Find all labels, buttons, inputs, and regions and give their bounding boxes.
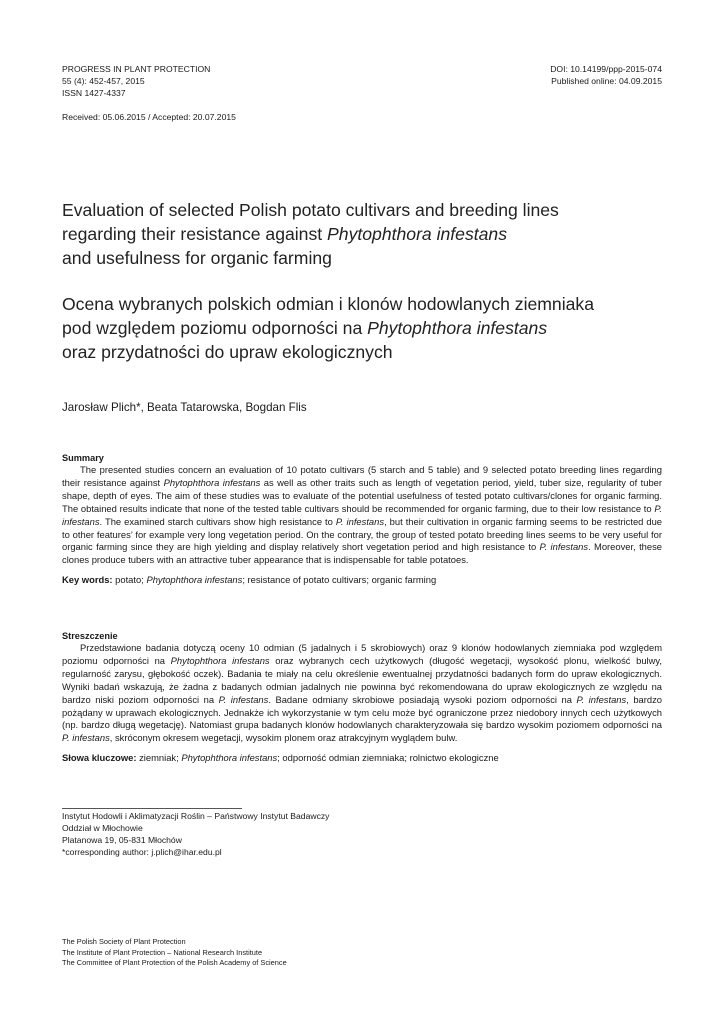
footer-publishers [62, 937, 287, 969]
title-polish [62, 292, 662, 364]
affiliation [62, 810, 329, 858]
keywords-label: Key words: [62, 574, 113, 586]
summary-section [62, 452, 662, 587]
title-en-line3: and usefulness for organic farming [62, 248, 332, 268]
slowa-label: Słowa kluczowe: [62, 752, 137, 764]
title-english [62, 198, 662, 270]
affiliation-branch: Oddział w Młochowie [62, 823, 143, 833]
journal-header [62, 63, 210, 99]
authors: Jarosław Plich*, Beata Tatarowska, Bogdan Flis [62, 401, 307, 414]
affiliation-address: Platanowa 19, 05-831 Młochów [62, 835, 182, 845]
footnote-rule [62, 808, 242, 809]
journal-issn: ISSN 1427-4337 [62, 88, 126, 98]
slowa-kluczowe: Słowa kluczowe: ziemniak; Phytophthora infestans; odporność odmian ziemniaka; rolnictwo ekologiczne [62, 752, 499, 764]
streszczenie-heading: Streszczenie [62, 631, 118, 641]
title-en-line2 [62, 222, 662, 246]
title-pl-line1: Ocena wybranych polskich odmian i klonów hodowlanych ziemniaka [62, 294, 594, 314]
doi-block [550, 63, 662, 87]
title-en-line1: Evaluation of selected Polish potato cultivars and breeding lines [62, 200, 559, 220]
journal-name: PROGRESS IN PLANT PROTECTION [62, 64, 211, 74]
affiliation-institute: Instytut Hodowli i Aklimatyzacji Roślin – Państwowy Instytut Badawczy [62, 811, 330, 821]
title-en-species: Phytophthora infestans [327, 224, 508, 244]
corresponding-author[interactable]: *corresponding author: j.plich@ihar.edu.pl [62, 847, 222, 857]
keywords: Key words: potato; Phytophthora infestans; resistance of potato cultivars; organic farming [62, 574, 437, 586]
streszczenie-section [62, 630, 662, 765]
summary-text: The presented studies concern an evaluation of 10 potato cultivars (5 starch and 5 table) and 9 selected potato breeding lines regarding their resistance against Phytophthora infestans as well as other traits such as length of vegetation period, yield, tuber size, regularity of tuber shape, depth of eyes. The aim of these studies was to evaluate of the potential usefulness of tested potato cultivars/clones for organic farming. The obtained results indicate that none of the tested table cultivars should be recommended for organic farming, due to their low resistance to P. infestans. The examined starch cultivars show high resistance to P. infestans, but their cultivation in organic farming seems to be restricted due to other features’ for example very long vegetation period. On the contrary, the group of tested potato breeding lines seems to be very useful for organic farming since they are high yielding and display relatively short vegetation period and high resistance to P. infestans. Moreover, these clones produce tubers with an attractive tuber appearance that is indispensable for table potatoes. [62, 464, 663, 566]
doi-link[interactable]: DOI: 10.14199/ppp-2015-074 [550, 64, 662, 74]
footer-line-2: The Institute of Plant Protection – National Research Institute [62, 947, 263, 957]
journal-volume: 55 (4): 452-457, 2015 [62, 76, 145, 86]
received-accepted-dates: Received: 05.06.2015 / Accepted: 20.07.2015 [62, 112, 236, 122]
footer-line-3: The Committee of Plant Protection of the Polish Academy of Science [62, 958, 287, 967]
footer-line-1: The Polish Society of Plant Protection [62, 937, 186, 946]
streszczenie-text: Przedstawione badania dotyczą oceny 10 odmian (5 jadalnych i 5 skrobiowych) oraz 9 klonów hodowlanych ziemniaka pod względem poziomu odporności na Phytophthora infestans oraz wybranych cech użytkowych (długość wegetacji, wysokość plonu, wielkość bulwy, regularność zarysu, głębokość oczek). Badania te miały na celu określenie ewentualnej przydatności badanych form do upraw ekologicznych. Wyniki badań wskazują, że żadna z badanych odmian jadalnych nie powinna być rekomendowana do upraw ekologicznych ze względu na bardzo niski poziom odporności na P. infestans. Badane odmiany skrobiowe posiadają wysoki poziom odporności na P. infestans, bardzo pożądany w uprawach ekologicznych. Jednakże ich wykorzystanie w tym celu może być ograniczone przez niedobory innych cech użytkowych (np. bardzo długą wegetację). Natomiast grupa badanych klonów hodowlanych charakteryzowała się bardzo wysokim poziomem odporności na P. infestans, skróconym okresem wegetacji, wysokim plonem oraz atrakcyjnym wyglądem bulw. [62, 642, 663, 744]
title-pl-line2 [62, 316, 662, 340]
title-pl-line3: oraz przydatności do upraw ekologicznych [62, 342, 393, 362]
title-en-text: regarding their resistance against [62, 224, 328, 244]
summary-heading: Summary [62, 453, 104, 463]
title-pl-text: pod względem poziomu odporności na [62, 318, 368, 338]
title-pl-species: Phytophthora infestans [367, 318, 548, 338]
published-date: Published online: 04.09.2015 [551, 76, 662, 86]
